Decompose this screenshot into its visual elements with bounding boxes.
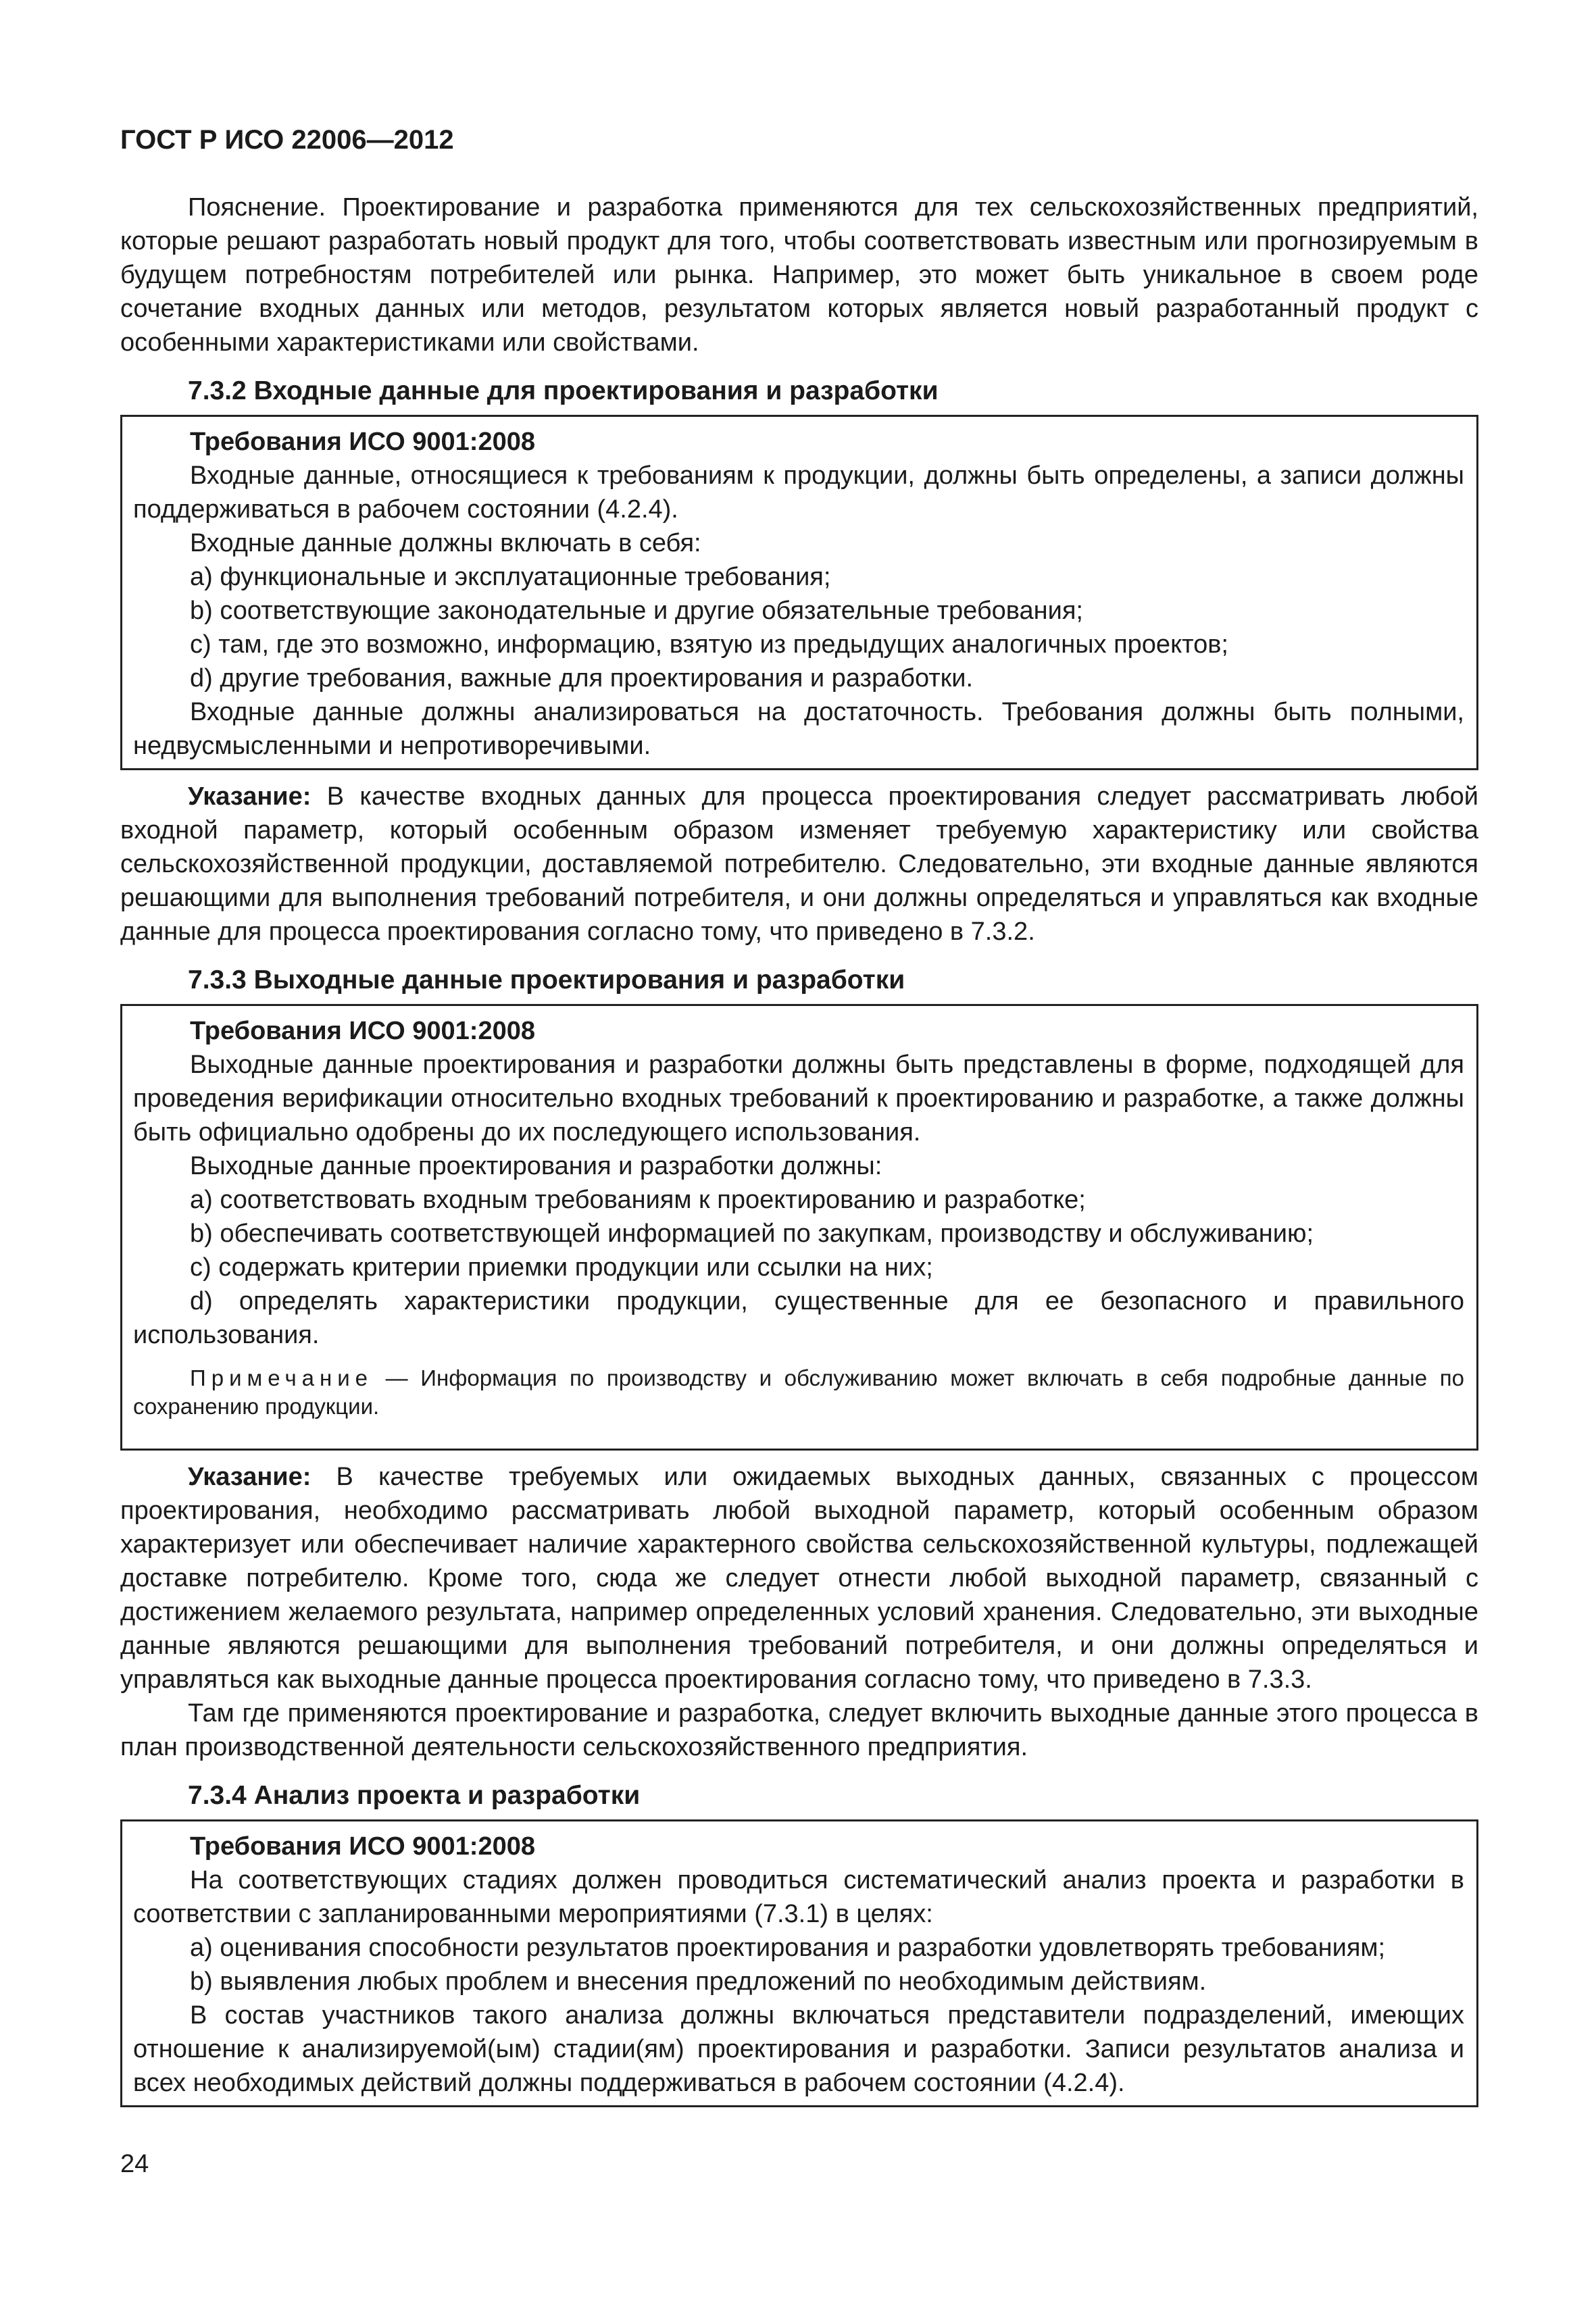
requirement-line: c) там, где это возможно, информацию, взятую из предыдущих аналогичных проектов; — [190, 630, 1228, 659]
section-title-7-3-2: 7.3.2 Входные данные для проектирования и разработки — [188, 376, 939, 405]
requirements-box-7-3-4 — [120, 1819, 1478, 2107]
requirement-line: Входные данные, относящиеся к требованиям к продукции, должны быть определены, а записи должны поддерживаться в рабочем состоянии (4.2.4). — [133, 461, 1464, 524]
requirement-line: Входные данные должны анализироваться на достаточность. Требования должны быть полными, недвусмысленными и непротиворечивыми. — [133, 698, 1464, 760]
guidance-label: Указание: — [188, 1463, 311, 1491]
requirements-box-7-3-3 — [120, 1004, 1478, 1451]
requirement-line: d) другие требования, важные для проектирования и разработки. — [190, 664, 974, 693]
requirements-title: Требования ИСО 9001:2008 — [190, 1017, 535, 1045]
requirement-line: Выходные данные проектирования и разработки должны: — [190, 1152, 882, 1180]
guidance-text: В качестве входных данных для процесса проектирования следует рассматривать любой входной параметр, который особенным образом изменяет требуемую характеристику или свойства сельскохозяйственной продукции, доставляемой потребителю. Следовательно, эти входные данные являются решающими для выполнения требований потребителя, и они должны определяться и управляться как входные данные для процесса проектирования согласно тому, что приведено в 7.3.2. — [120, 782, 1478, 946]
requirement-line: Входные данные должны включать в себя: — [190, 529, 701, 557]
requirement-line: c) содержать критерии приемки продукции или ссылки на них; — [190, 1253, 933, 1282]
note-paragraph — [133, 1364, 1464, 1421]
requirement-line: b) выявления любых проблем и внесения предложений по необходимым действиям. — [190, 1967, 1207, 1996]
note-text: — Информация по производству и обслуживанию может включать в себя подробные данные по сохранению продукции. — [133, 1365, 1464, 1419]
section-title-7-3-4: 7.3.4 Анализ проекта и разработки — [188, 1781, 641, 1810]
document-page — [120, 122, 1478, 2117]
guidance-paragraph-7-3-2 — [120, 780, 1478, 949]
requirement-line: Выходные данные проектирования и разработки должны быть представлены в форме, подходящей для проведения верификации относительно входных требований к проектированию и разработке, а также должны быть официально одобрены до их последующего использования. — [133, 1051, 1464, 1147]
requirements-title: Требования ИСО 9001:2008 — [190, 428, 535, 456]
page-number: 24 — [120, 2150, 149, 2178]
requirements-title: Требования ИСО 9001:2008 — [190, 1832, 535, 1861]
requirement-line: d) определять характеристики продукции, существенные для ее безопасного и правильного использования. — [133, 1287, 1464, 1349]
intro-paragraph: Пояснение. Проектирование и разработка применяются для тех сельскохозяйственных предприятий, которые решают разработать новый продукт для того, чтобы соответствовать известным или прогнозируемым в будущем потребностям потребителей или рынка. Например, это может быть уникальное в своем роде сочетание входных данных или методов, результатом которых является новый разработанный продукт с особенными характеристиками или свойствами. — [120, 193, 1478, 357]
note-label: Примечание — [190, 1365, 374, 1390]
guidance-label: Указание: — [188, 782, 311, 811]
requirement-line: a) функциональные и эксплуатационные требования; — [190, 563, 831, 591]
guidance-paragraph-7-3-3 — [120, 1460, 1478, 1696]
requirement-line: b) соответствующие законодательные и другие обязательные требования; — [190, 597, 1083, 625]
extra-paragraph-7-3-3: Там где применяются проектирование и разработка, следует включить выходные данные этого процесса в план производственной деятельности сельскохозяйственного предприятия. — [120, 1699, 1478, 1761]
guidance-text: В качестве требуемых или ожидаемых выходных данных, связанных с процессом проектирования, необходимо рассматривать любой выходной параметр, который особенным образом характеризует или обеспечивает наличие характерного свойства сельскохозяйственной культуры, подлежащей доставке потребителю. Кроме того, сюда же следует отнести любой выходной параметр, связанный с достижением желаемого результата, например определенных условий хранения. Следовательно, эти выходные данные являются решающими для выполнения требований потребителя, и они должны определяться и управляться как выходные данные процесса проектирования согласно тому, что приведено в 7.3.3. — [120, 1463, 1478, 1694]
requirements-box-7-3-2 — [120, 415, 1478, 770]
requirement-line: В состав участников такого анализа должны включаться представители подразделений, имеющих отношение к анализируемой(ым) стадии(ям) проектирования и разработки. Записи результатов анализа и всех необходимых действий должны поддерживаться в рабочем состоянии (4.2.4). — [133, 2001, 1464, 2097]
requirement-line: На соответствующих стадиях должен проводиться систематический анализ проекта и разработки в соответствии с запланированными мероприятиями (7.3.1) в целях: — [133, 1866, 1464, 1928]
requirement-line: a) соответствовать входным требованиям к проектированию и разработке; — [190, 1186, 1086, 1214]
section-title-7-3-3: 7.3.3 Выходные данные проектирования и разработки — [188, 965, 905, 995]
requirement-line: a) оценивания способности результатов проектирования и разработки удовлетворять требованиям; — [190, 1934, 1386, 1962]
document-header: ГОСТ Р ИСО 22006—2012 — [120, 125, 454, 155]
requirement-line: b) обеспечивать соответствующей информацией по закупкам, производству и обслуживанию; — [190, 1219, 1314, 1248]
